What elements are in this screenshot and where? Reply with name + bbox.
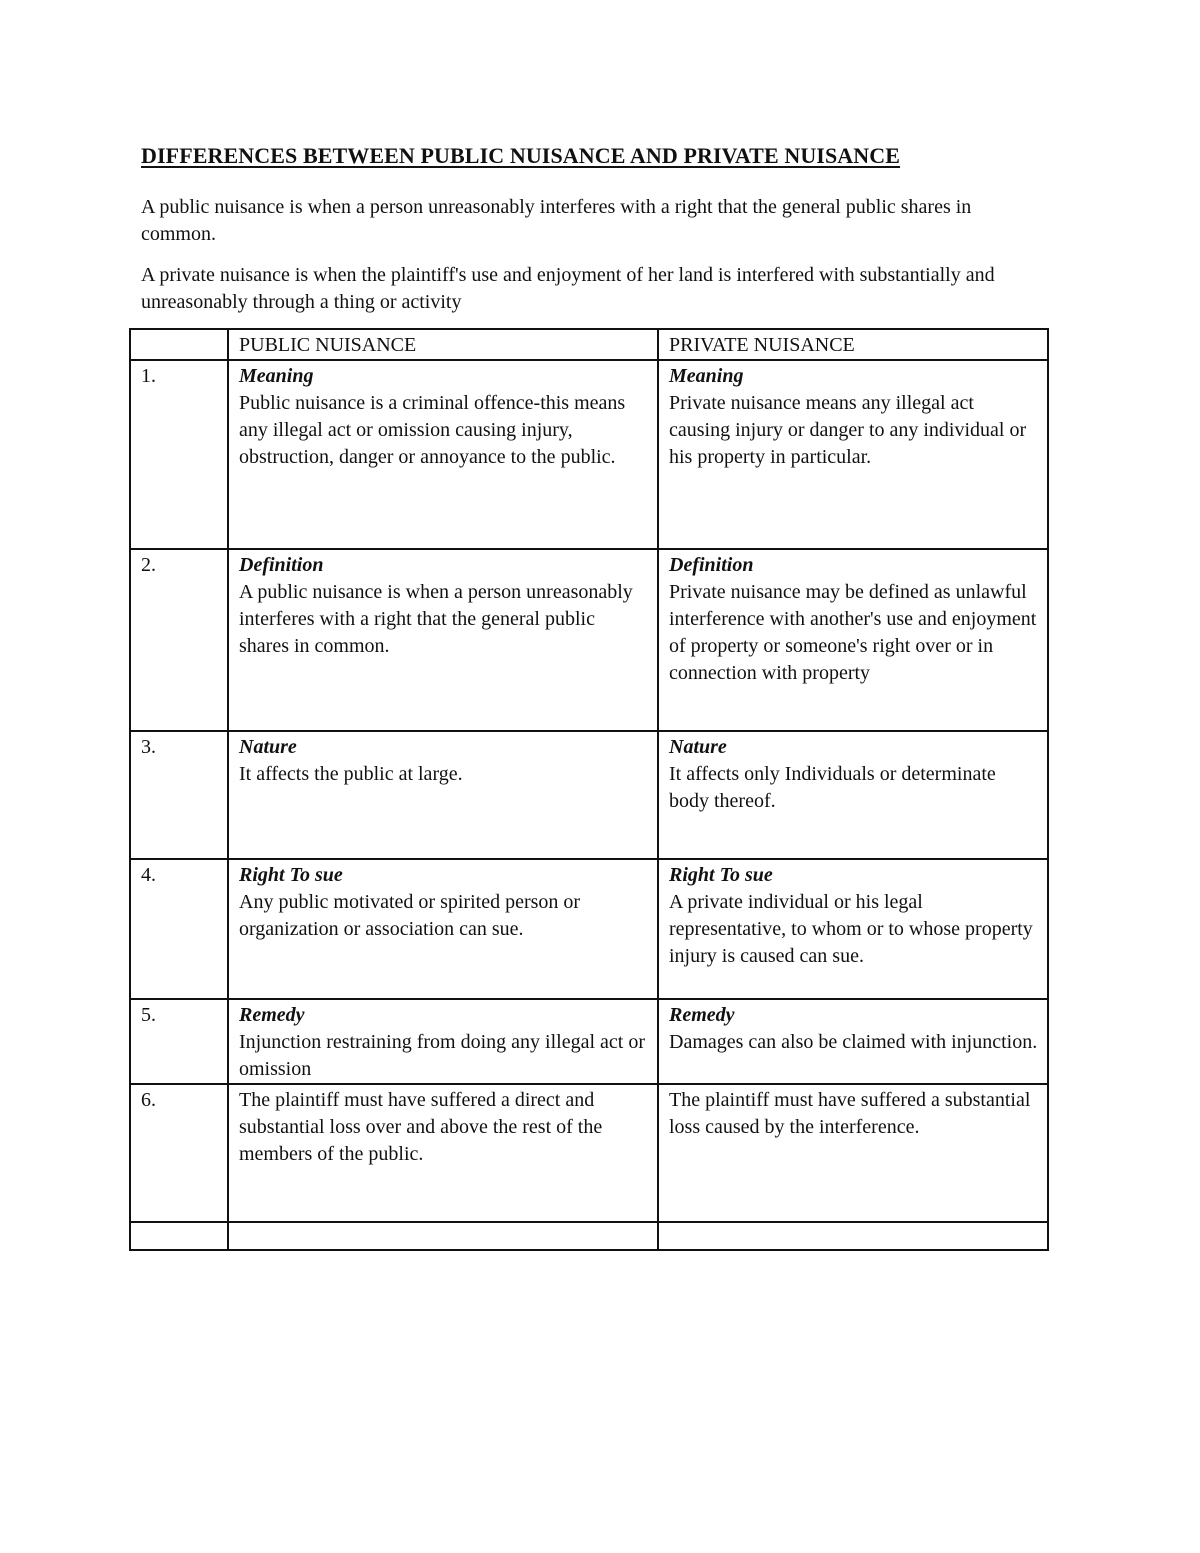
public-cell: [228, 549, 658, 731]
public-criterion-heading: Nature: [239, 736, 297, 758]
table-row: [130, 549, 1048, 731]
public-criterion-text: Any public motivated or spirited person or organization or association can sue.: [239, 891, 581, 940]
public-cell: [228, 859, 658, 999]
private-criterion-text: The plaintiff must have suffered a substantial loss caused by the interference.: [669, 1089, 1031, 1138]
comparison-table: [129, 328, 1049, 1251]
table-row: [130, 731, 1048, 859]
public-criterion-text: Public nuisance is a criminal offence-this means any illegal act or omission causing injury, obstruction, danger or annoyance to the public.: [239, 392, 626, 468]
private-cell: [658, 360, 1048, 549]
row-number: 5.: [130, 999, 228, 1084]
row-number: 6.: [130, 1084, 228, 1222]
public-criterion-heading: Right To sue: [239, 864, 343, 886]
public-cell: [228, 731, 658, 859]
header-private-nuisance: PRIVATE NUISANCE: [658, 329, 1048, 360]
intro-paragraph-public: A public nuisance is when a person unreasonably interferes with a right that the general public shares in common.: [141, 196, 972, 245]
private-cell: [658, 1084, 1048, 1222]
table-row: [130, 1084, 1048, 1222]
private-criterion-heading: Remedy: [669, 1004, 735, 1026]
header-number-cell: [130, 329, 228, 360]
private-cell: [658, 549, 1048, 731]
private-criterion-text: Damages can also be claimed with injunction.: [669, 1031, 1038, 1053]
private-cell: [658, 999, 1048, 1084]
private-cell: [658, 859, 1048, 999]
table-row: [130, 360, 1048, 549]
intro-paragraph-private: A private nuisance is when the plaintiff's use and enjoyment of her land is interfered with substantially and unreasonably through a thing or activity: [141, 264, 995, 313]
row-number: 3.: [130, 731, 228, 859]
public-criterion-text: A public nuisance is when a person unreasonably interferes with a right that the general public shares in common.: [239, 581, 633, 657]
private-criterion-text: It affects only Individuals or determinate body thereof.: [669, 763, 996, 812]
row-number: 4.: [130, 859, 228, 999]
private-criterion-heading: Meaning: [669, 365, 744, 387]
public-cell: [228, 999, 658, 1084]
private-criterion-heading: Definition: [669, 554, 754, 576]
private-criterion-heading: Right To sue: [669, 864, 773, 886]
public-criterion-heading: Remedy: [239, 1004, 305, 1026]
public-cell: [228, 360, 658, 549]
header-public-nuisance: PUBLIC NUISANCE: [228, 329, 658, 360]
empty-cell: [130, 1222, 228, 1250]
public-criterion-text: Injunction restraining from doing any illegal act or omission: [239, 1031, 645, 1080]
document-title: DIFFERENCES BETWEEN PUBLIC NUISANCE AND PRIVATE NUISANCE: [141, 143, 901, 168]
empty-cell: [658, 1222, 1048, 1250]
private-criterion-text: Private nuisance may be defined as unlawful interference with another's use and enjoyment of property or someone's right over or in connection with property: [669, 581, 1037, 684]
private-criterion-text: A private individual or his legal representative, to whom or to whose property injury is caused can sue.: [669, 891, 1033, 967]
table-row: [130, 999, 1048, 1084]
public-criterion-heading: Definition: [239, 554, 324, 576]
private-criterion-text: Private nuisance means any illegal act causing injury or danger to any individual or his property in particular.: [669, 392, 1027, 468]
table-header-row: [130, 329, 1048, 360]
row-number: 1.: [130, 360, 228, 549]
private-criterion-heading: Nature: [669, 736, 727, 758]
public-criterion-text: It affects the public at large.: [239, 763, 463, 785]
table-row: [130, 859, 1048, 999]
row-number: 2.: [130, 549, 228, 731]
private-cell: [658, 731, 1048, 859]
empty-cell: [228, 1222, 658, 1250]
public-cell: [228, 1084, 658, 1222]
public-criterion-text: The plaintiff must have suffered a direct and substantial loss over and above the rest of the members of the public.: [239, 1089, 603, 1165]
public-criterion-heading: Meaning: [239, 365, 314, 387]
table-row-empty: [130, 1222, 1048, 1250]
